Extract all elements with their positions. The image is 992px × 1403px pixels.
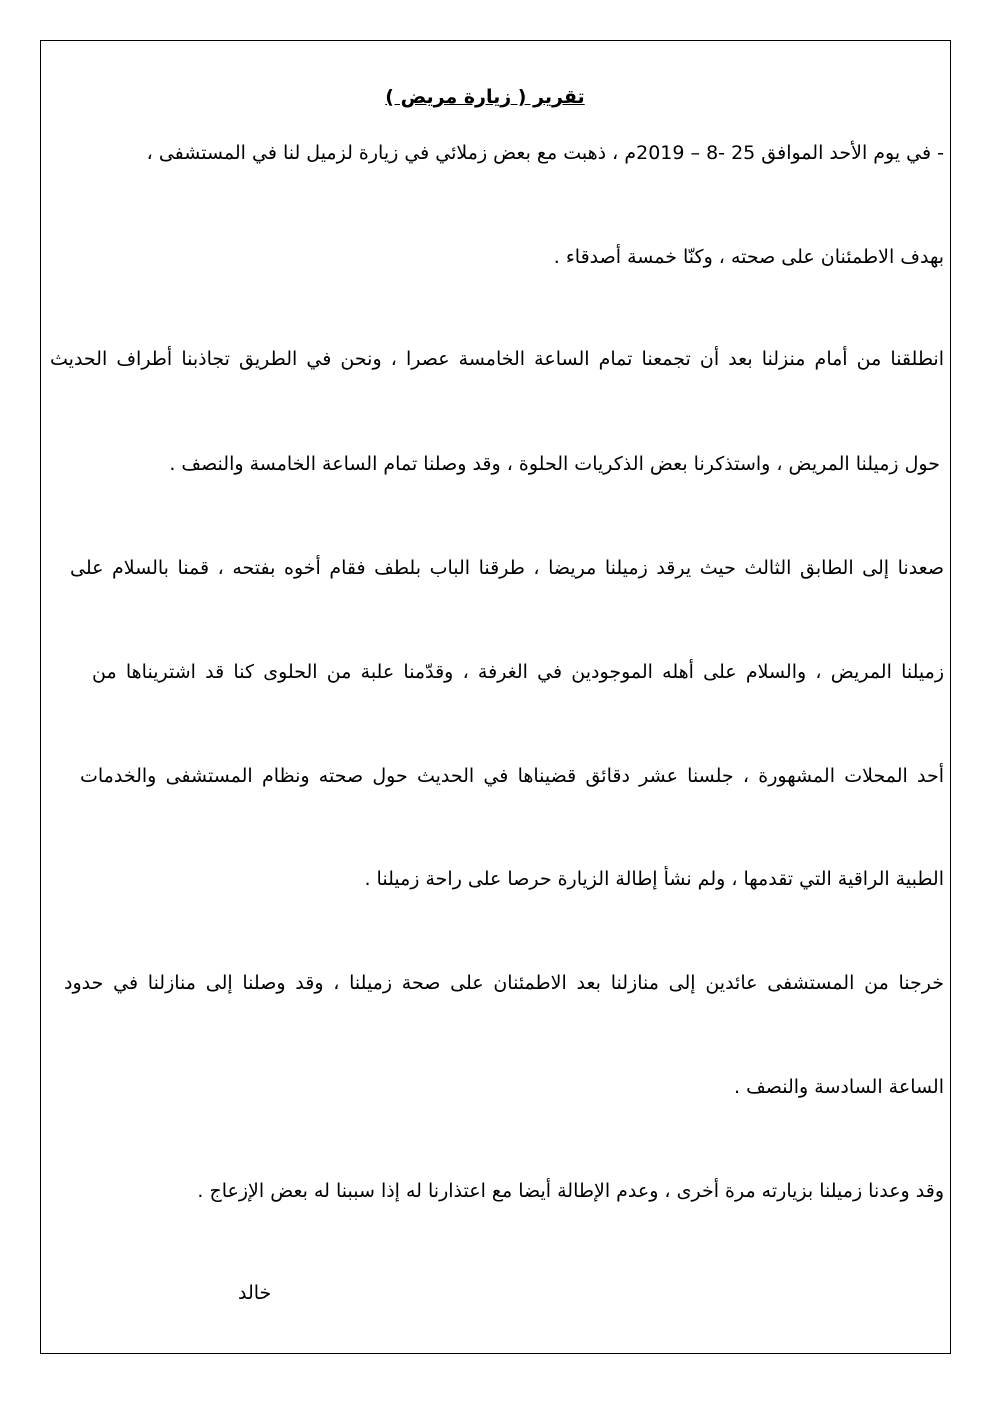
paragraph-line: وقد وعدنا زميلنا بزيارته مرة أخرى ، وعدم الإطالة أيضا مع اعتذارنا له إذا سببنا له بعض الإزعاج .	[197, 1180, 944, 1202]
paragraph-line: الساعة السادسة والنصف .	[734, 1076, 944, 1098]
paragraph-line: - في يوم الأحد الموافق 25 -8 – 2019م ، ذهبت مع بعض زملائي في زيارة لزميل لنا في المستشفى ،	[146, 142, 944, 164]
page-border	[40, 40, 951, 1354]
report-title: تقرير ( زيارة مريض )	[385, 86, 585, 108]
paragraph-line: الطبية الراقية التي تقدمها ، ولم نشأ إطالة الزيارة حرصا على راحة زميلنا .	[364, 868, 944, 890]
signature-name: خالد	[238, 1282, 272, 1304]
paragraph-line: صعدنا إلى الطابق الثالث حيث يرقد زميلنا مريضا ، طرقنا الباب بلطف فقام أخوه بفتحه ، قمنا بالسلام على	[70, 557, 944, 579]
paragraph-line: زميلنا المريض ، والسلام على أهله الموجودين في الغرفة ، وقدّمنا علبة من الحلوى كنا قد اشتريناها من	[92, 661, 944, 683]
paragraph-line: بهدف الاطمئنان على صحته ، وكنّا خمسة أصدقاء .	[553, 246, 944, 268]
paragraph-line: حول زميلنا المريض ، واستذكرنا بعض الذكريات الحلوة ، وقد وصلنا تمام الساعة الخامسة والنصف .	[169, 453, 940, 475]
paragraph-line: أحد المحلات المشهورة ، جلسنا عشر دقائق قضيناها في الحديث حول صحته ونظام المستشفى والخدمات	[80, 765, 944, 787]
paragraph-line: خرجنا من المستشفى عائدين إلى منازلنا بعد الاطمئنان على صحة زميلنا ، وقد وصلنا إلى منازلنا في حدود	[64, 972, 944, 994]
paragraph-line: انطلقنا من أمام منزلنا بعد أن تجمعنا تمام الساعة الخامسة عصرا ، ونحن في الطريق تجاذبنا أطراف الحديث	[50, 348, 944, 370]
